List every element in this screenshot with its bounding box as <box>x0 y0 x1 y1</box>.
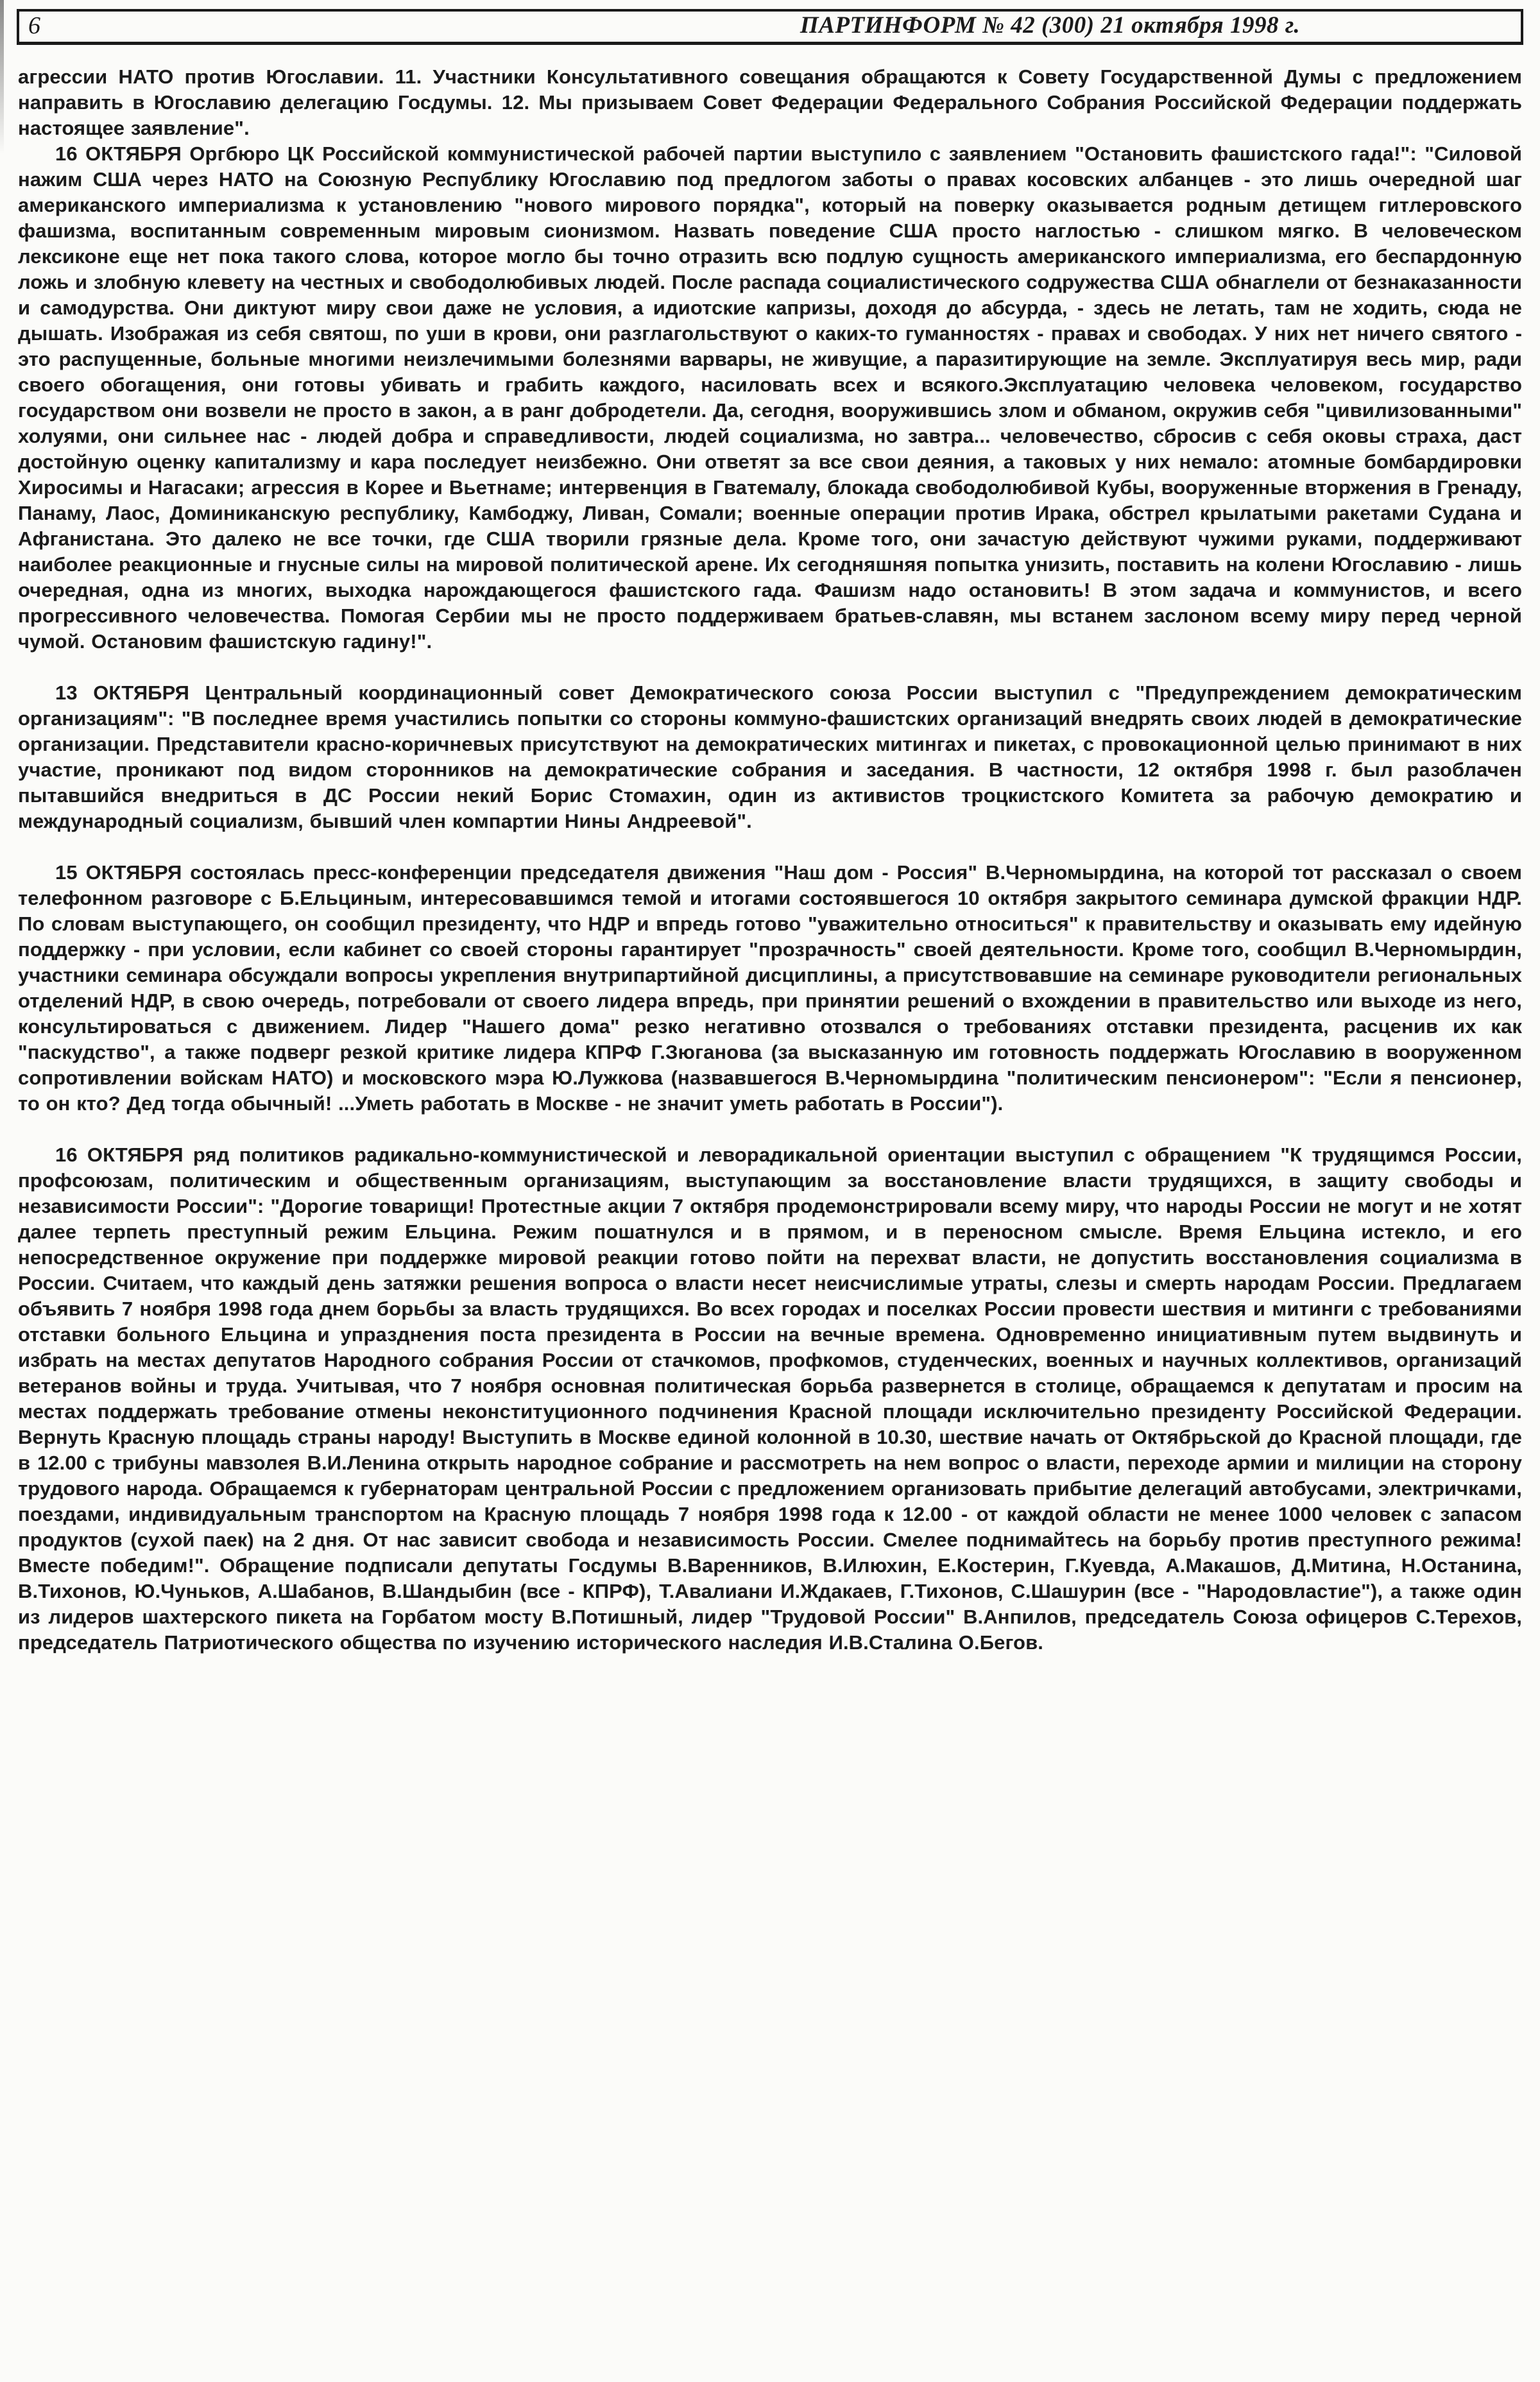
paragraph-rkrp-statement: 16 ОКТЯБРЯ Оргбюро ЦК Российской коммунистической рабочей партии выступило с заявлением "Остановить фашистского гада!": "Силовой нажим США через НАТО на Союзную Республику Югославию под предлогом заботы о правах косовских албанцев - это лишь очередной шаг американского империализма к установлению "нового мирового порядка", который на поверку оказывается родным детищем гитлеровского фашизма, воспитанным современным мировым сионизмом. Назвать поведение США просто наглостью - слишком мягко. В человеческом лексиконе еще нет пока такого слова, которое могло бы точно отразить всю подлую сущность американского империализма, его беспардонную ложь и злобную клевету на честных и свободолюбивых людей. После распада социалистического содружества США обнаглели от безнаказанности и самодурства. Они диктуют миру свои даже не условия, а идиотские капризы, доходя до абсурда, - здесь не летать, там не ходить, сюда не дышать. Изображая из себя святош, по уши в крови, они разглагольствуют о каких-то гуманностях - правах и свободах. У них нет ничего святого - это распущенные, больные многими неизлечимыми болезнями варвары, не живущие, а паразитирующие на земле. Эксплуатируя весь мир, ради своего обогащения, они готовы убивать и грабить каждого, насиловать всех и всякого.Эксплуатацию человека человеком, государство государством они возвели не просто в закон, а в ранг добродетели. Да, сегодня, вооружившись злом и обманом, окружив себя "цивилизованными" холуями, они сильнее нас - людей добра и справедливости, людей социализма, но завтра... человечество, сбросив с себя оковы страха, даст достойную оценку капитализму и кара последует неизбежно. Они ответят за все свои деяния, а таковых у них немало: атомные бомбардировки Хиросимы и Нагасаки; агрессия в Корее и Вьетнаме; интервенция в Гватемалу, блокада свободолюбивой Кубы, вооруженные вторжения в Гренаду, Панаму, Лаос, Доминиканскую республику, Камбоджу, Ливан, Сомали; военные операции против Ирака, обстрел крылатыми ракетами Судана и Афганистана. Это далеко не все точки, где США творили грязные дела. Кроме того, они зачастую действуют чужими руками, поддерживают наиболее реакционные и гнусные силы на мировой политической арене. Их сегодняшняя попытка унизить, поставить на колени Югославию - лишь очередная, одна из многих, выходка нарождающегося фашистского гада. Фашизм надо остановить! В этом задача и коммунистов, и всего прогрессивного человечества. Помогая Сербии мы не просто поддерживаем братьев-славян, мы встанем заслоном всему миру перед черной чумой. Остановим фашистскую гадину!". <box>18 142 1522 653</box>
paragraph-ndr-press-conference: 15 ОКТЯБРЯ состоялась пресс-конференции председателя движения "Наш дом - Россия" В.Черномырдина, на которой тот рассказал о своем телефонном разговоре с Б.Ельциным, интересовавшимся темой и итогами состоявшегося 10 октября закрытого семинара думской фракции НДР. По словам выступающего, он сообщил президенту, что НДР и впредь готово "уважительно относиться" к правительству и оказывать ему идейную поддержку - при условии, если кабинет со своей стороны гарантирует "прозрачность" своей деятельности. Кроме того, сообщил В.Черномырдин, участники семинара обсуждали вопросы укрепления внутрипартийной дисциплины, а присутствовавшие на семинаре руководители региональных отделений НДР, в свою очередь, потребовали от своего лидера впредь, при принятии решений о вхождении в правительство или выходе из него, консультироваться с движением. Лидер "Нашего дома" резко негативно отозвался о требованиях отставки президента, расценив их как "паскудство", а также подверг резкой критике лидера КПРФ Г.Зюганова (за высказанную им готовность поддержать Югославию в вооруженном сопротивлении войскам НАТО) и московского мэра Ю.Лужкова (назвавшегося В.Черномырдина "политическим пенсионером": "Если я пенсионер, то он кто? Дед тогда обычный! ...Уметь работать в Москве - не значит уметь работать в России"). <box>18 861 1522 1115</box>
page-number: 6 <box>28 12 40 39</box>
scan-edge-artifact <box>0 0 4 154</box>
masthead <box>17 9 1523 45</box>
paragraph-ds-warning: 13 ОКТЯБРЯ Центральный координационный совет Демократического союза России выступил с "Предупреждением демократическим организациям": "В последнее время участились попытки со стороны коммуно-фашистских организаций внедрять своих людей в демократические организации. Представители красно-коричневых присутствуют на демократических митингах и пикетах, с провокационной целью принимают в них участие, проникают под видом сторонников на демократические собрания и заседания. В частности, 12 октября 1998 г. был разоблачен пытавшийся внедриться в ДС России некий Борис Стомахин, один из активистов троцкистского Комитета за рабочую демократию и международный социализм, бывший член компартии Нины Андреевой". <box>18 681 1522 832</box>
paragraph-continuation: агрессии НАТО против Югославии. 11. Участники Консультативного совещания обращаются к Совету Государственной Думы с предложением направить в Югославию делегацию Госдумы. 12. Мы призываем Совет Федерации Федерального Собрания Российской Федерации поддержать настоящее заявление". <box>18 65 1522 139</box>
paragraph-radical-appeal: 16 ОКТЯБРЯ ряд политиков радикально-коммунистической и леворадикальной ориентации выступил с обращением "К трудящимся России, профсоюзам, политическим и общественным организациям, выступающим за восстановление власти трудящихся, в защиту свободы и независимости России": "Дорогие товарищи! Протестные акции 7 октября продемонстрировали всему миру, что народы России не могут и не хотят далее терпеть преступный режим Ельцина. Режим пошатнулся и в прямом, и в переносном смысле. Время Ельцина истекло, и его непосредственное окружение при поддержке мировой реакции готово пойти на перехват власти, не допустить восстановления социализма в России. Считаем, что каждый день затяжки решения вопроса о власти несет неисчислимые утраты, слезы и смерть народам России. Предлагаем объявить 7 ноября 1998 года днем борьбы за власть трудящихся. Во всех городах и поселках России провести шествия и митинги с требованиями отставки больного Ельцина и упразднения поста президента в России на вечные времена. Одновременно инициативным путем выдвинуть и избрать на местах депутатов Народного собрания России от стачкомов, профкомов, студенческих, военных и научных коллективов, организаций ветеранов войны и труда. Учитывая, что 7 ноября основная политическая борьба развернется в столице, обращаемся к депутатам и просим на местах поддержать требование отмены неконституционного подчинения Красной площади исключительно президенту Российской Федерации. Вернуть Красную площадь страны народу! Выступить в Москве единой колонной в 10.30, шествие начать от Октябрьской до Красной площади, где в 12.00 с трибуны мавзолея В.И.Ленина открыть народное собрание и рассмотреть на нем вопрос о власти, переходе армии и милиции на сторону трудового народа. Обращаемся к губернаторам центральной России с предложением организовать прибытие делегаций автобусами, электричками, поездами, индивидуальным транспортом на Красную площадь 7 ноября 1998 года к 12.00 - от каждой области не менее 1000 человек с запасом продуктов (сухой паек) на 2 дня. От нас зависит свобода и независимость России. Смелее поднимайтесь на борьбу против преступного режима! Вместе победим!". Обращение подписали депутаты Госдумы В.Варенников, В.Илюхин, Е.Костерин, Г.Куевда, А.Макашов, Д.Митина, Н.Останина, В.Тихонов, Ю.Чуньков, А.Шабанов, В.Шандыбин (все - КПРФ), Т.Авалиани И.Ждакаев, Г.Тихонов, С.Шашурин (все - "Народовластие"), а также один из лидеров шахтерского пикета на Горбатом мосту В.Потишный, лидер "Трудовой России" В.Анпилов, председатель Союза офицеров С.Терехов, председатель Патриотического общества по изучению исторического наследия И.В.Сталина О.Бегов. <box>18 1144 1522 1654</box>
article-body <box>17 45 1523 1656</box>
masthead-title: ПАРТИНФОРМ № 42 (300) 21 октября 1998 г. <box>800 12 1301 39</box>
